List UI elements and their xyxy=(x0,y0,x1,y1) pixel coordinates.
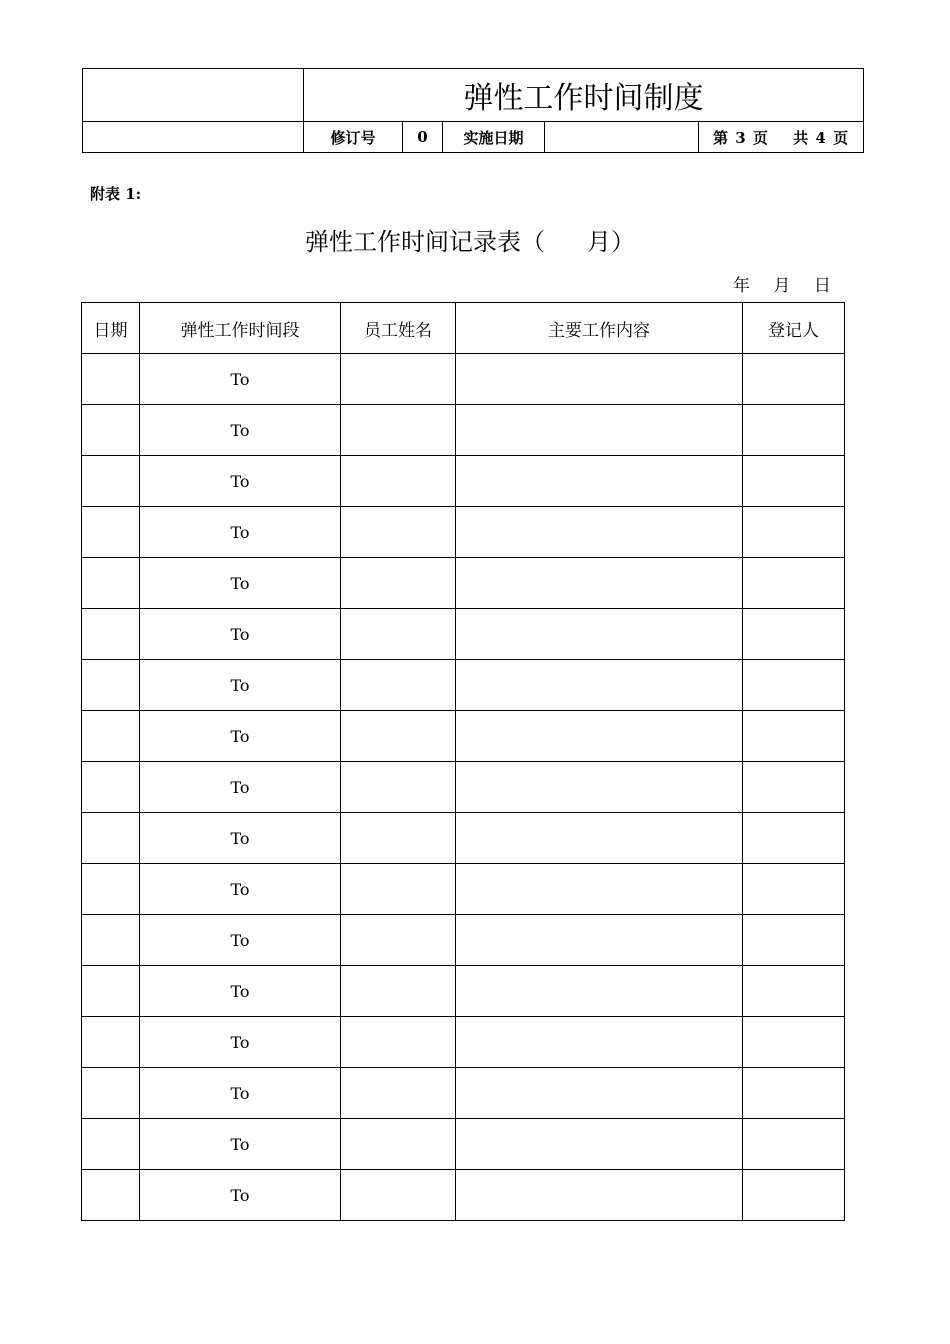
time-slot-cell[interactable]: To xyxy=(140,966,341,1017)
work-content-cell[interactable] xyxy=(456,558,743,609)
date-cell[interactable] xyxy=(82,354,140,405)
date-cell[interactable] xyxy=(82,609,140,660)
work-content-cell[interactable] xyxy=(456,813,743,864)
table-row xyxy=(82,813,845,864)
employee-name-cell[interactable] xyxy=(341,507,456,558)
record-table xyxy=(81,302,845,1221)
employee-name-cell[interactable] xyxy=(341,966,456,1017)
date-cell[interactable] xyxy=(82,660,140,711)
time-slot-cell[interactable]: To xyxy=(140,507,341,558)
table-row xyxy=(82,966,845,1017)
table-row xyxy=(82,507,845,558)
date-cell[interactable] xyxy=(82,966,140,1017)
date-cell[interactable] xyxy=(82,711,140,762)
page-total-prefix: 共 xyxy=(793,128,810,147)
form-title-month: 月） xyxy=(587,228,635,256)
work-content-cell[interactable] xyxy=(456,966,743,1017)
form-title-left: 弹性工作时间记录表（ xyxy=(305,228,545,256)
effective-date-label: 实施日期 xyxy=(443,122,545,153)
employee-name-cell[interactable] xyxy=(341,405,456,456)
date-year: 年 xyxy=(733,276,750,296)
date-cell[interactable] xyxy=(82,1017,140,1068)
work-content-cell[interactable] xyxy=(456,915,743,966)
employee-name-cell[interactable] xyxy=(341,456,456,507)
table-header-row xyxy=(82,303,845,354)
table-row xyxy=(82,864,845,915)
date-cell[interactable] xyxy=(82,405,140,456)
blank-cell xyxy=(83,122,304,153)
employee-name-cell[interactable] xyxy=(341,762,456,813)
appendix-label: 附表 1: xyxy=(90,185,142,203)
date-cell[interactable] xyxy=(82,1119,140,1170)
time-slot-cell[interactable]: To xyxy=(140,405,341,456)
employee-name-cell[interactable] xyxy=(341,915,456,966)
table-row xyxy=(82,762,845,813)
table-row xyxy=(82,354,845,405)
date-cell[interactable] xyxy=(82,915,140,966)
work-content-cell[interactable] xyxy=(456,660,743,711)
time-slot-cell[interactable]: To xyxy=(140,609,341,660)
work-content-cell[interactable] xyxy=(456,456,743,507)
table-row xyxy=(82,609,845,660)
work-content-cell[interactable] xyxy=(456,1119,743,1170)
col-header-registrar: 登记人 xyxy=(743,303,845,354)
employee-name-cell[interactable] xyxy=(341,711,456,762)
col-header-date: 日期 xyxy=(82,303,140,354)
employee-name-cell[interactable] xyxy=(341,1017,456,1068)
date-cell[interactable] xyxy=(82,1170,140,1221)
registrar-cell[interactable] xyxy=(743,864,845,915)
employee-name-cell[interactable] xyxy=(341,1119,456,1170)
logo-cell xyxy=(83,69,304,122)
page-total-unit: 页 xyxy=(833,128,850,147)
col-header-content: 主要工作内容 xyxy=(456,303,743,354)
registrar-cell[interactable] xyxy=(743,915,845,966)
work-content-cell[interactable] xyxy=(456,1170,743,1221)
page-info xyxy=(699,122,864,153)
page-total: 4 xyxy=(815,128,827,147)
time-slot-cell[interactable]: To xyxy=(140,456,341,507)
time-slot-cell[interactable]: To xyxy=(140,660,341,711)
date-line xyxy=(733,271,831,296)
table-row xyxy=(82,1119,845,1170)
work-content-cell[interactable] xyxy=(456,507,743,558)
table-row xyxy=(82,1068,845,1119)
time-slot-cell[interactable]: To xyxy=(140,558,341,609)
registrar-cell[interactable] xyxy=(743,966,845,1017)
work-content-cell[interactable] xyxy=(456,864,743,915)
page-prefix: 第 xyxy=(712,128,729,147)
table-row xyxy=(82,456,845,507)
date-day: 日 xyxy=(813,276,831,296)
date-cell[interactable] xyxy=(82,456,140,507)
time-slot-cell[interactable]: To xyxy=(140,1119,341,1170)
time-slot-cell[interactable]: To xyxy=(140,1170,341,1221)
table-row xyxy=(82,1017,845,1068)
time-slot-cell[interactable]: To xyxy=(140,864,341,915)
work-content-cell[interactable] xyxy=(456,1068,743,1119)
date-cell[interactable] xyxy=(82,813,140,864)
date-cell[interactable] xyxy=(82,1068,140,1119)
date-month: 月 xyxy=(773,276,791,296)
registrar-cell[interactable] xyxy=(743,762,845,813)
employee-name-cell[interactable] xyxy=(341,1170,456,1221)
page-current: 3 xyxy=(735,128,747,147)
work-content-cell[interactable] xyxy=(456,1017,743,1068)
time-slot-cell[interactable]: To xyxy=(140,813,341,864)
time-slot-cell[interactable]: To xyxy=(140,1068,341,1119)
work-content-cell[interactable] xyxy=(456,762,743,813)
registrar-cell[interactable] xyxy=(743,1170,845,1221)
employee-name-cell[interactable] xyxy=(341,609,456,660)
document-title: 弹性工作时间制度 xyxy=(463,81,704,116)
table-row xyxy=(82,711,845,762)
employee-name-cell[interactable] xyxy=(341,813,456,864)
time-slot-cell[interactable]: To xyxy=(140,354,341,405)
employee-name-cell[interactable] xyxy=(341,354,456,405)
registrar-cell[interactable] xyxy=(743,1068,845,1119)
form-title xyxy=(0,222,940,257)
revision-label: 修订号 xyxy=(304,122,403,153)
col-header-time-slot: 弹性工作时间段 xyxy=(140,303,341,354)
registrar-cell[interactable] xyxy=(743,405,845,456)
employee-name-cell[interactable] xyxy=(341,864,456,915)
page-unit: 页 xyxy=(752,128,769,147)
document-header xyxy=(82,68,864,153)
document-title-cell xyxy=(304,69,864,122)
registrar-cell[interactable] xyxy=(743,609,845,660)
time-slot-cell[interactable]: To xyxy=(140,762,341,813)
date-cell[interactable] xyxy=(82,507,140,558)
date-cell[interactable] xyxy=(82,864,140,915)
time-slot-cell[interactable]: To xyxy=(140,1017,341,1068)
registrar-cell[interactable] xyxy=(743,813,845,864)
employee-name-cell[interactable] xyxy=(341,558,456,609)
table-row xyxy=(82,558,845,609)
registrar-cell[interactable] xyxy=(743,354,845,405)
work-content-cell[interactable] xyxy=(456,405,743,456)
table-row xyxy=(82,660,845,711)
registrar-cell[interactable] xyxy=(743,1119,845,1170)
registrar-cell[interactable] xyxy=(743,711,845,762)
time-slot-cell[interactable]: To xyxy=(140,711,341,762)
registrar-cell[interactable] xyxy=(743,456,845,507)
table-row xyxy=(82,915,845,966)
work-content-cell[interactable] xyxy=(456,609,743,660)
col-header-employee: 员工姓名 xyxy=(341,303,456,354)
registrar-cell[interactable] xyxy=(743,1017,845,1068)
table-row xyxy=(82,405,845,456)
date-cell[interactable] xyxy=(82,558,140,609)
work-content-cell[interactable] xyxy=(456,711,743,762)
revision-value: 0 xyxy=(403,122,443,153)
registrar-cell[interactable] xyxy=(743,558,845,609)
time-slot-cell[interactable]: To xyxy=(140,915,341,966)
effective-date-value xyxy=(545,122,699,153)
registrar-cell[interactable] xyxy=(743,660,845,711)
table-row xyxy=(82,1170,845,1221)
employee-name-cell[interactable] xyxy=(341,1068,456,1119)
employee-name-cell[interactable] xyxy=(341,660,456,711)
date-cell[interactable] xyxy=(82,762,140,813)
registrar-cell[interactable] xyxy=(743,507,845,558)
work-content-cell[interactable] xyxy=(456,354,743,405)
